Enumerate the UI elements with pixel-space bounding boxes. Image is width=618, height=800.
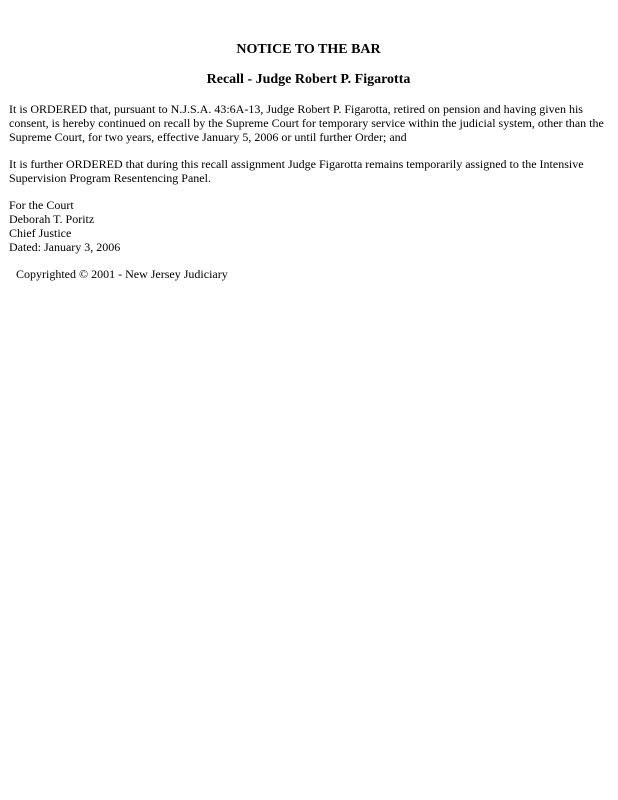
signature-line-title: Chief Justice <box>9 226 72 240</box>
signature-block <box>9 198 608 254</box>
page-subtitle: Recall - Judge Robert P. Figarotta <box>206 72 411 87</box>
signature-line-date: Dated: January 3, 2006 <box>9 240 121 254</box>
order-paragraph-1: It is ORDERED that, pursuant to N.J.S.A. 43:6A-13, Judge Robert P. Figarotta, retired on pension and having given his consent, is hereby continued on recall by the Supreme Court for temporary service within the judicial system, other than the Supreme Court, for two years, effective January 5, 2006 or until further Order; and <box>9 102 604 144</box>
order-paragraph-2: It is further ORDERED that during this recall assignment Judge Figarotta remains temporarily assigned to the Intensive Supervision Program Resentencing Panel. <box>9 157 584 185</box>
copyright-notice: Copyrighted © 2001 - New Jersey Judiciary <box>16 267 228 281</box>
signature-line-name: Deborah T. Poritz <box>9 212 95 226</box>
signature-line-court: For the Court <box>9 198 74 212</box>
page-title: NOTICE TO THE BAR <box>236 42 381 57</box>
